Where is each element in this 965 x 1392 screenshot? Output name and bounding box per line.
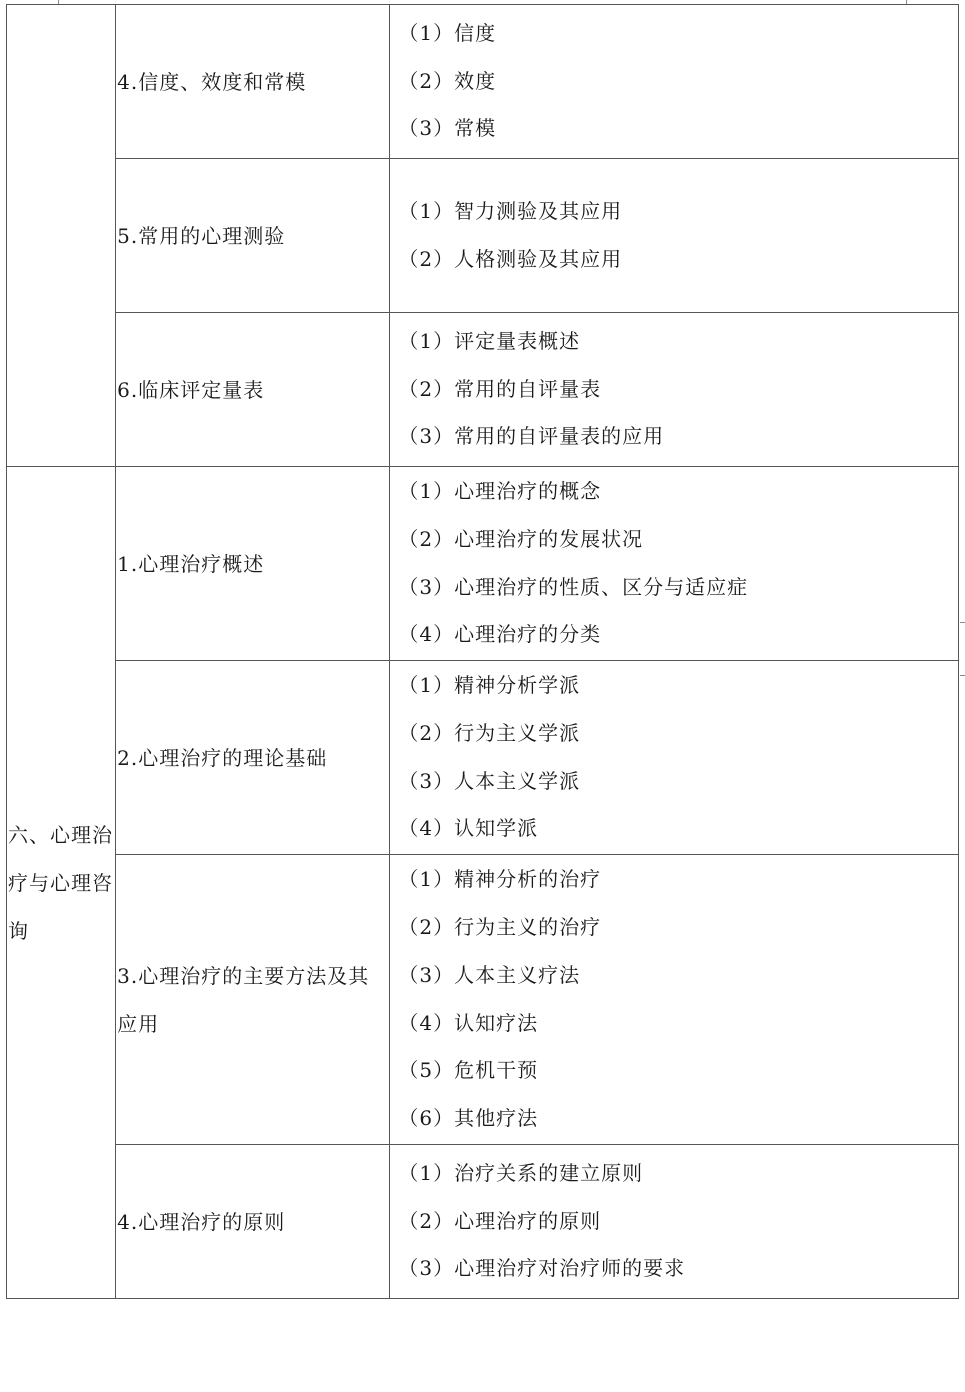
point-item: （4）心理治疗的分类: [398, 622, 602, 647]
point-item: （6）其他疗法: [398, 1106, 539, 1131]
points-cell: [390, 467, 959, 661]
topic-cell: 1.心理治疗概述: [116, 467, 390, 661]
point-item: （1）心理治疗的概念: [398, 478, 602, 503]
point-item: （2）人格测验及其应用: [398, 246, 623, 271]
points-cell: [390, 1145, 959, 1299]
topic-cell: 5.常用的心理测验: [116, 159, 390, 313]
table-row: [7, 159, 959, 313]
point-item: （1）评定量表概述: [398, 328, 581, 353]
point-item: （1）智力测验及其应用: [398, 198, 623, 223]
points-cell: [390, 159, 959, 313]
point-item: （3）人本主义疗法: [398, 962, 581, 987]
point-item: （2）心理治疗的发展状况: [398, 526, 644, 551]
point-item: （3）常用的自评量表的应用: [398, 424, 665, 449]
points-cell: [390, 661, 959, 855]
point-item: （2）行为主义的治疗: [398, 914, 602, 939]
topic-cell: 4.心理治疗的原则: [116, 1145, 390, 1299]
table-row: [7, 855, 959, 1145]
topic-cell: 2.心理治疗的理论基础: [116, 661, 390, 855]
chapter-cell: [7, 5, 116, 467]
point-item: （2）行为主义学派: [398, 720, 581, 745]
point-item: （3）心理治疗的性质、区分与适应症: [398, 574, 749, 599]
point-item: （3）常模: [398, 116, 497, 141]
points-cell: [390, 855, 959, 1145]
point-item: （3）心理治疗对治疗师的要求: [398, 1256, 686, 1281]
page-side-mark: [960, 622, 965, 676]
point-item: （2）心理治疗的原则: [398, 1208, 602, 1233]
point-item: （4）认知疗法: [398, 1010, 539, 1035]
point-item: （4）认知学派: [398, 816, 539, 841]
topic-cell: 6.临床评定量表: [116, 313, 390, 467]
table-row: [7, 1145, 959, 1299]
points-cell: [390, 313, 959, 467]
points-cell: [390, 5, 959, 159]
point-item: （1）精神分析的治疗: [398, 867, 602, 892]
point-item: （2）常用的自评量表: [398, 376, 602, 401]
point-item: （1）信度: [398, 20, 497, 45]
table-row: [7, 467, 959, 661]
topic-cell: 4.信度、效度和常模: [116, 5, 390, 159]
syllabus-table: [6, 4, 959, 1299]
table-row: [7, 313, 959, 467]
point-item: （2）效度: [398, 68, 497, 93]
chapter-cell: 六、心理治疗与心理咨询: [7, 467, 116, 1299]
table-row: [7, 5, 959, 159]
topic-cell: 3.心理治疗的主要方法及其应用: [116, 855, 390, 1145]
table-row: [7, 661, 959, 855]
point-item: （5）危机干预: [398, 1058, 539, 1083]
point-item: （1）精神分析学派: [398, 672, 581, 697]
point-item: （1）治疗关系的建立原则: [398, 1160, 644, 1185]
point-item: （3）人本主义学派: [398, 768, 581, 793]
